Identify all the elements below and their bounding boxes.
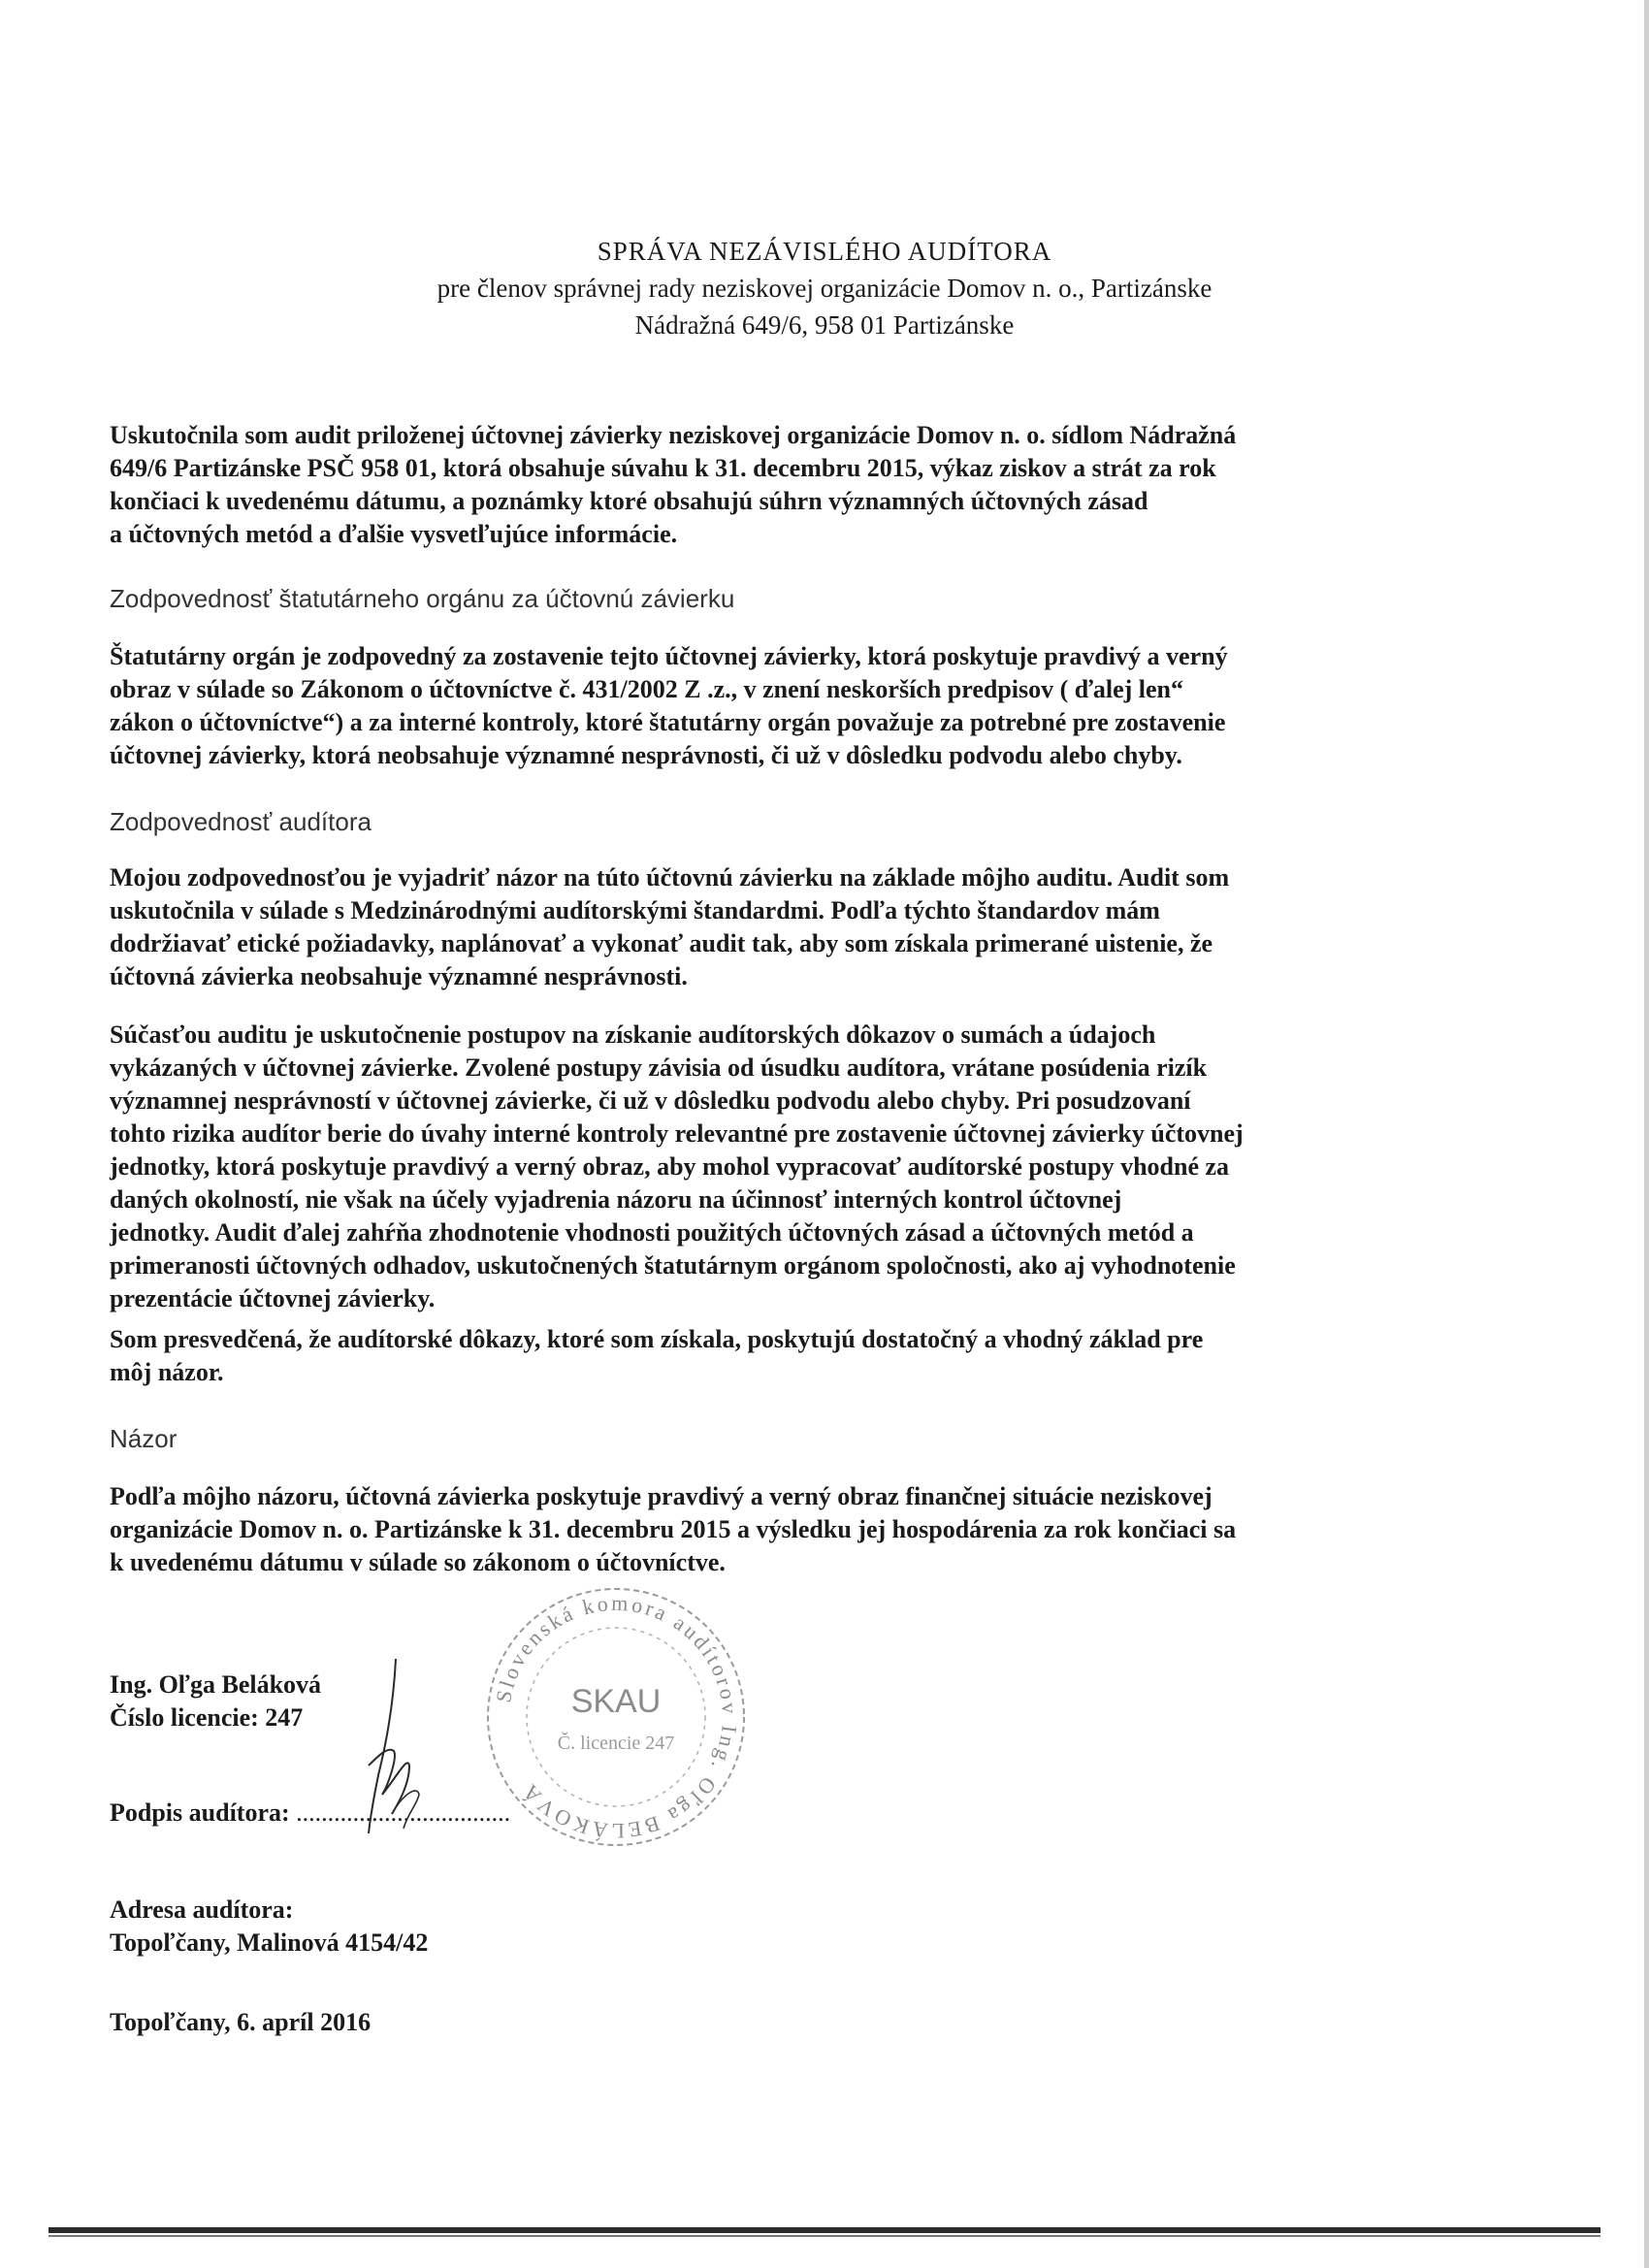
procedures-line: jednotky. Audit ďalej zahŕňa zhodnotenie vhodnosti použitých účtovných zásad a účtovných metód a bbox=[110, 1218, 1194, 1247]
report-address: Nádražná 649/6, 958 01 Partizánske bbox=[634, 310, 1015, 340]
intro-line: a účtovných metód a ďalšie vysvetľujúce informácie. bbox=[110, 520, 678, 548]
audit-procedures-paragraph bbox=[110, 1019, 1332, 1315]
procedures-line: Súčasťou auditu je uskutočnenie postupov na získanie audítorských dôkazov o sumách a údajoch bbox=[110, 1021, 1156, 1049]
auditor-line: uskutočnila v súlade s Medzinárodnými audítorskými štandardmi. Podľa týchto štandardov mám bbox=[110, 896, 1160, 924]
stamp-seal-icon bbox=[475, 1576, 757, 1858]
section-heading-opinion: Názor bbox=[110, 1424, 178, 1453]
auditor-line: dodržiavať etické požiadavky, naplánovať a vykonať audit tak, aby som získala primerané uistenie, že bbox=[110, 929, 1213, 957]
report-header bbox=[0, 233, 1649, 343]
statutory-line: účtovnej závierky, ktorá neobsahuje významné nesprávnosti, či už v dôsledku podvodu alebo chyby. bbox=[110, 741, 1182, 769]
section-heading-auditor: Zodpovednosť audítora bbox=[110, 807, 372, 836]
evidence-paragraph bbox=[110, 1323, 1332, 1389]
signature-label: Podpis audítora: bbox=[110, 1798, 297, 1827]
auditor-responsibility-paragraph bbox=[110, 861, 1332, 993]
auditor-address: Topoľčany, Malinová 4154/42 bbox=[110, 1928, 429, 1957]
auditor-address-label: Adresa audítora: bbox=[110, 1895, 294, 1924]
intro-line: končiaci k uvedenému dátumu, a poznámky ktoré obsahujú súhrn významných účtovných zásad bbox=[110, 487, 1148, 515]
opinion-line: k uvedenému dátumu v súlade so zákonom o účtovníctve. bbox=[110, 1548, 726, 1576]
bottom-divider bbox=[48, 2227, 1600, 2233]
auditor-stamp bbox=[475, 1576, 757, 1858]
statutory-line: obraz v súlade so Zákonom o účtovníctve č. 431/2002 Z .z., v znení neskorších predpisov ( ďalej len“ bbox=[110, 675, 1183, 703]
report-title: SPRÁVA NEZÁVISLÉHO AUDÍTORA bbox=[597, 237, 1052, 266]
section-heading-statutory: Zodpovednosť štatutárneho orgánu za účtovnú závierku bbox=[110, 584, 735, 613]
procedures-line: vykázaných v účtovnej závierke. Zvolené postupy závisia od úsudku audítora, vrátane posúdenia rizík bbox=[110, 1053, 1208, 1082]
auditor-address-block bbox=[110, 1894, 428, 1960]
report-date: Topoľčany, 6. apríl 2016 bbox=[110, 2008, 372, 2036]
stamp-center-text: SKAU bbox=[570, 1683, 662, 1720]
handwritten-signature-icon bbox=[349, 1649, 456, 1843]
auditor-line: účtovná závierka neobsahuje významné nesprávnosti. bbox=[110, 962, 688, 990]
procedures-line: daných okolností, nie však na účely vyjadrenia názoru na účinnosť interných kontrol účtovnej bbox=[110, 1185, 1122, 1214]
evidence-line: môj názor. bbox=[110, 1358, 224, 1386]
intro-paragraph bbox=[110, 419, 1332, 551]
procedures-line: jednotky, ktorá poskytuje pravdivý a verný obraz, aby mohol vypracovať audítorské postupy vhodné za bbox=[110, 1152, 1230, 1181]
opinion-line: Podľa môjho názoru, účtovná závierka poskytuje pravdivý a verný obraz finančnej situácie neziskovej bbox=[110, 1482, 1212, 1510]
procedures-line: významnej nesprávností v účtovnej závierke, či už v dôsledku podvodu alebo chyby. Pri posudzovaní bbox=[110, 1086, 1191, 1115]
procedures-line: tohto rizika audítor berie do úvahy interné kontroly relevantné pre zostavenie účtovnej závierky účtovnej bbox=[110, 1119, 1244, 1148]
procedures-line: primeranosti účtovných odhadov, uskutočnených štatutárnym orgánom spoločnosti, ako aj vyhodnotenie bbox=[110, 1251, 1236, 1280]
procedures-line: prezentácie účtovnej závierky. bbox=[110, 1284, 436, 1312]
intro-line: 649/6 Partizánske PSČ 958 01, ktorá obsahuje súvahu k 31. decembru 2015, výkaz ziskov a strát za rok bbox=[110, 454, 1216, 482]
statutory-paragraph bbox=[110, 640, 1332, 772]
auditor-line: Mojou zodpovednosťou je vyjadriť názor na túto účtovnú závierku na základe môjho auditu. Audit som bbox=[110, 863, 1230, 891]
opinion-line: organizácie Domov n. o. Partizánske k 31. decembru 2015 a výsledku jej hospodárenia za rok končiaci sa bbox=[110, 1515, 1237, 1543]
auditor-license: Číslo licencie: 247 bbox=[110, 1703, 304, 1732]
intro-line: Uskutočnila som audit priloženej účtovnej závierky neziskovej organizácie Domov n. o. sídlom Nádražná bbox=[110, 421, 1237, 449]
statutory-line: Štatutárny orgán je zodpovedný za zostavenie tejto účtovnej závierky, ktorá poskytuje pravdivý a verný bbox=[110, 642, 1228, 670]
auditor-identity bbox=[110, 1669, 321, 1734]
stamp-ring-text: Slovenská komora audítorov Ing. Oľga BELÁKOVÁ bbox=[490, 1590, 743, 1844]
opinion-paragraph bbox=[110, 1480, 1332, 1579]
report-subtitle: pre členov správnej rady neziskovej organizácie Domov n. o., Partizánske bbox=[436, 274, 1212, 303]
auditor-name: Ing. Oľga Beláková bbox=[110, 1670, 322, 1699]
scan-edge bbox=[1644, 0, 1649, 2268]
evidence-line: Som presvedčená, že audítorské dôkazy, ktoré som získala, poskytujú dostatočný a vhodný základ pre bbox=[110, 1325, 1204, 1353]
bottom-divider-thin bbox=[48, 2235, 1600, 2237]
stamp-license-text: Č. licencie 247 bbox=[557, 1733, 675, 1754]
statutory-line: zákon o účtovníctve“) a za interné kontroly, ktoré štatutárny orgán považuje za potrebné pre zostavenie bbox=[110, 708, 1226, 736]
signature-dots: .................................. bbox=[296, 1798, 511, 1827]
